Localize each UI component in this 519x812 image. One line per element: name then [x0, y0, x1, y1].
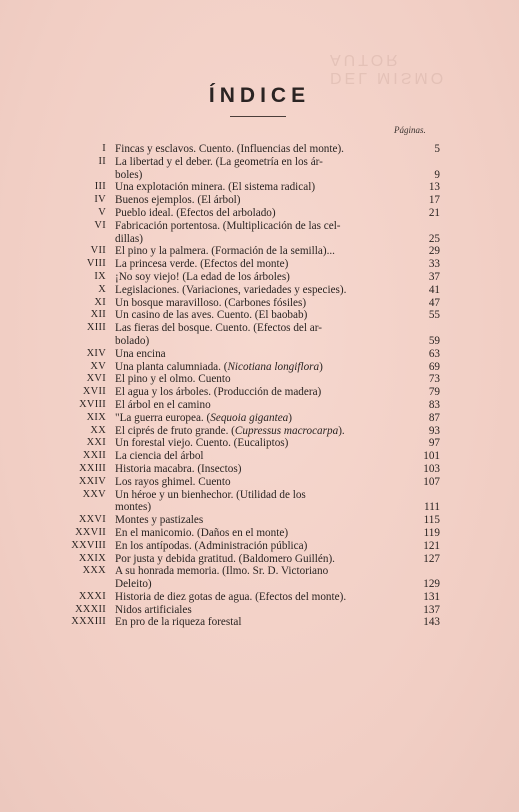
chapter-number: XVIII — [79, 398, 106, 410]
chapter-title: En pro de la riqueza forestal — [115, 616, 242, 629]
chapter-title: dillas) — [115, 232, 143, 245]
chapter-title: Fabricación portentosa. (Multiplicación de las cel- — [115, 219, 341, 232]
toc-line — [0, 348, 519, 361]
toc-line — [0, 169, 519, 182]
chapter-title: Un forestal viejo. Cuento. (Eucaliptos) — [115, 437, 289, 450]
toc-entry — [0, 565, 519, 591]
chapter-number: XXI — [86, 437, 106, 449]
toc-entry — [0, 348, 519, 361]
chapter-number: XXVIII — [71, 539, 106, 551]
chapter-title: bolado) — [115, 334, 150, 347]
chapter-title: En los antípodas. (Administración pública) — [115, 539, 308, 552]
page-number: 93 — [428, 424, 440, 437]
toc-entry — [0, 194, 519, 207]
toc-entry — [0, 412, 519, 425]
page-title: ÍNDICE — [208, 84, 311, 107]
chapter-title: Los rayos ghimel. Cuento — [115, 475, 231, 488]
chapter-title: Buenos ejemplos. (El árbol) — [115, 194, 241, 207]
page-number: 83 — [428, 398, 440, 411]
toc-line — [0, 258, 519, 271]
chapter-number: XXX — [82, 565, 106, 577]
chapter-number: XXVI — [78, 514, 106, 526]
page-number: 127 — [423, 552, 440, 565]
page-number: 41 — [428, 283, 440, 296]
toc-line — [0, 156, 519, 169]
toc-line — [0, 604, 519, 617]
chapter-title: "La guerra europea. (Sequoia gigantea) — [115, 411, 292, 424]
page-number: 137 — [423, 603, 440, 616]
toc-line — [0, 373, 519, 386]
page-number: 5 — [434, 143, 440, 155]
toc-entry — [0, 322, 519, 348]
chapter-number: XXVII — [75, 526, 106, 538]
chapter-title: Una planta calumniada. (Nicotiana longiflora) — [115, 360, 323, 373]
toc-entry — [0, 207, 519, 220]
chapter-number: XIII — [86, 322, 106, 334]
page-number: 33 — [428, 258, 440, 271]
toc-entry — [0, 527, 519, 540]
toc-line — [0, 361, 519, 374]
chapter-title: El agua y los árboles. (Producción de madera) — [115, 386, 322, 399]
page-number: 97 — [428, 437, 440, 450]
page-number: 119 — [423, 526, 440, 539]
toc-line — [0, 591, 519, 604]
chapter-number: XVI — [86, 373, 106, 385]
toc-line — [0, 245, 519, 258]
toc-line — [0, 271, 519, 284]
toc-entry — [0, 489, 519, 515]
chapter-title: El ciprés de fruto grande. (Cupressus macrocarpa). — [115, 424, 345, 437]
chapter-number: XXXII — [75, 603, 106, 615]
toc-entry — [0, 425, 519, 438]
chapter-number: XXII — [82, 450, 106, 462]
toc-entry — [0, 361, 519, 374]
toc-entry — [0, 553, 519, 566]
page-number: 111 — [424, 501, 440, 514]
chapter-number: XXIX — [78, 552, 106, 564]
toc-line — [0, 412, 519, 425]
chapter-number: XXIII — [79, 462, 106, 474]
chapter-number: I — [102, 143, 106, 154]
toc-line — [0, 386, 519, 399]
toc-entry — [0, 245, 519, 258]
toc-line — [0, 220, 519, 233]
chapter-number: II — [98, 155, 106, 167]
page-number: 69 — [428, 360, 440, 373]
toc-entry — [0, 220, 519, 246]
toc-line — [0, 616, 519, 629]
toc-line — [0, 527, 519, 540]
chapter-title: El pino y la palmera. (Formación de la semilla)... — [115, 245, 335, 258]
toc-line — [0, 233, 519, 246]
table-of-contents — [0, 143, 519, 629]
page-number: 47 — [428, 296, 440, 309]
chapter-title: Las fieras del bosque. Cuento. (Efectos del ar- — [115, 322, 322, 335]
toc-line — [0, 553, 519, 566]
chapter-number: XX — [90, 424, 106, 436]
chapter-number: XIX — [86, 411, 106, 423]
toc-line — [0, 514, 519, 527]
chapter-number: XXV — [82, 488, 106, 500]
chapter-title: El pino y el olmo. Cuento — [115, 373, 231, 386]
toc-entry — [0, 373, 519, 386]
title-rule — [230, 116, 286, 117]
chapter-title: Nidos artificiales — [115, 603, 192, 616]
bleed-through-text: DEL MISMO AUTOR — [330, 51, 447, 86]
chapter-number: XXIV — [78, 475, 106, 487]
toc-line — [0, 194, 519, 207]
chapter-title: Fincas y esclavos. Cuento. (Influencias del monte). — [115, 143, 344, 155]
chapter-number: XII — [90, 309, 106, 321]
toc-entry — [0, 284, 519, 297]
chapter-title: A su honrada memoria. (Ilmo. Sr. D. Victoriano — [115, 565, 329, 578]
toc-line — [0, 489, 519, 502]
page-number: 17 — [428, 194, 440, 207]
page-number: 21 — [428, 206, 440, 219]
chapter-number: IX — [94, 270, 106, 282]
chapter-title: En el manicomio. (Daños en el monte) — [115, 526, 289, 539]
toc-line — [0, 425, 519, 438]
page-number: 55 — [428, 309, 440, 322]
chapter-title: El árbol en el camino — [115, 398, 211, 411]
chapter-number: VII — [90, 245, 106, 257]
chapter-number: IV — [94, 194, 106, 206]
chapter-title: Una encina — [115, 347, 166, 360]
chapter-number: VI — [94, 219, 106, 231]
pages-column-header: Páginas. — [394, 125, 426, 135]
page-number: 103 — [423, 462, 440, 475]
page-number: 13 — [428, 181, 440, 194]
chapter-title: boles) — [115, 168, 143, 181]
page-number: 63 — [428, 347, 440, 360]
chapter-number: XIV — [86, 347, 106, 359]
toc-entry — [0, 271, 519, 284]
toc-entry — [0, 181, 519, 194]
chapter-title: Historia de diez gotas de agua. (Efectos del monte). — [115, 590, 347, 603]
page-number: 37 — [428, 270, 440, 283]
page-number: 143 — [423, 616, 440, 629]
toc-line — [0, 450, 519, 463]
chapter-title: Historia macabra. (Insectos) — [115, 462, 242, 475]
toc-line — [0, 207, 519, 220]
toc-line — [0, 399, 519, 412]
page-number: 121 — [423, 539, 440, 552]
chapter-title: ¡No soy viejo! (La edad de los árboles) — [115, 270, 290, 283]
toc-entry — [0, 591, 519, 604]
page-number: 101 — [423, 450, 440, 463]
chapter-title: Montes y pastizales — [115, 514, 204, 527]
toc-entry — [0, 143, 519, 156]
chapter-title: Un casino de las aves. Cuento. (El baobab) — [115, 309, 308, 322]
toc-line — [0, 540, 519, 553]
page-number: 129 — [423, 578, 440, 591]
chapter-number: XXXI — [78, 590, 106, 602]
chapter-title: Pueblo ideal. (Efectos del arbolado) — [115, 206, 276, 219]
toc-line — [0, 335, 519, 348]
toc-entry — [0, 297, 519, 310]
page-number: 59 — [428, 334, 440, 347]
page-number: 131 — [423, 590, 440, 603]
toc-line — [0, 297, 519, 310]
page-number: 115 — [423, 514, 440, 527]
toc-line — [0, 578, 519, 591]
toc-entry — [0, 450, 519, 463]
toc-entry — [0, 309, 519, 322]
chapter-number: XV — [90, 360, 106, 372]
toc-entry — [0, 437, 519, 450]
chapter-number: V — [98, 206, 106, 218]
toc-line — [0, 143, 519, 156]
chapter-title: La libertad y el deber. (La geometría en los ár- — [115, 155, 323, 168]
toc-line — [0, 476, 519, 489]
toc-entry — [0, 540, 519, 553]
toc-line — [0, 437, 519, 450]
toc-entry — [0, 258, 519, 271]
page-number: 9 — [434, 168, 440, 181]
chapter-title: Una explotación minera. (El sistema radical) — [115, 181, 316, 194]
toc-entry — [0, 399, 519, 412]
toc-line — [0, 309, 519, 322]
toc-entry — [0, 156, 519, 182]
chapter-number: XVII — [82, 386, 106, 398]
chapter-number: X — [98, 283, 106, 295]
chapter-title: Deleito) — [115, 578, 152, 591]
chapter-title: Por justa y debida gratitud. (Baldomero Guillén). — [115, 552, 335, 565]
toc-line — [0, 284, 519, 297]
chapter-title: Un bosque maravilloso. (Carbones fósiles) — [115, 296, 307, 309]
page-number: 79 — [428, 386, 440, 399]
toc-entry — [0, 604, 519, 617]
toc-line — [0, 501, 519, 514]
page-number: 73 — [428, 373, 440, 386]
chapter-number: XI — [94, 296, 106, 308]
toc-entry — [0, 616, 519, 629]
chapter-title: La princesa verde. (Efectos del monte) — [115, 258, 289, 271]
toc-line — [0, 565, 519, 578]
page-number: 25 — [428, 232, 440, 245]
toc-line — [0, 322, 519, 335]
toc-entry — [0, 514, 519, 527]
toc-entry — [0, 476, 519, 489]
chapter-title: La ciencia del árbol — [115, 450, 204, 463]
chapter-title: montes) — [115, 501, 152, 514]
toc-entry — [0, 386, 519, 399]
toc-line — [0, 181, 519, 194]
page-number: 107 — [423, 475, 440, 488]
chapter-number: VIII — [86, 258, 106, 270]
chapter-number: III — [94, 181, 106, 193]
page-number: 87 — [428, 411, 440, 424]
toc-entry — [0, 463, 519, 476]
chapter-number: XXXIII — [71, 616, 106, 628]
page-number: 29 — [428, 245, 440, 258]
toc-line — [0, 463, 519, 476]
chapter-title: Un héroe y un bienhechor. (Utilidad de los — [115, 488, 306, 501]
chapter-title: Legislaciones. (Variaciones, variedades y especies). — [115, 283, 347, 296]
